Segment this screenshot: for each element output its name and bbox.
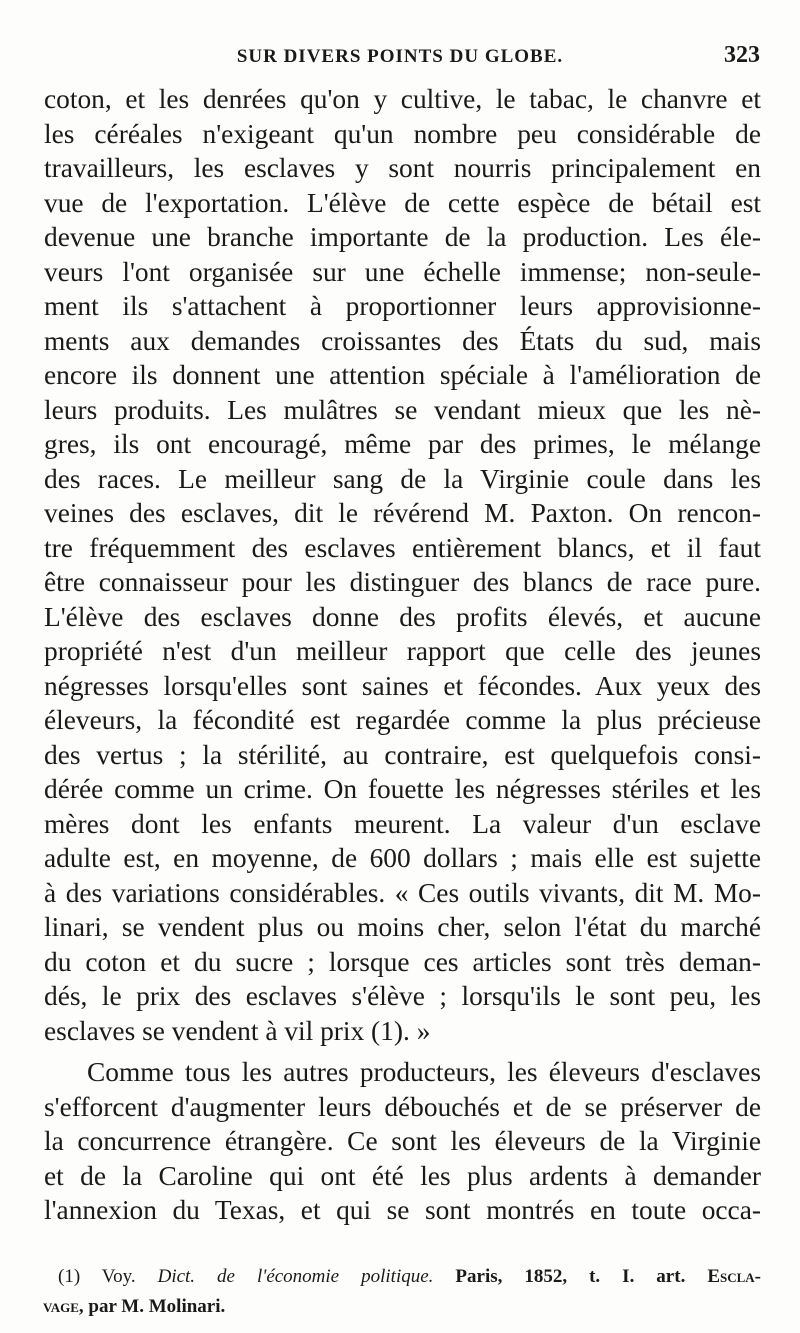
footnote-line — [43, 1292, 761, 1322]
text-line: tre fréquemment des esclaves entièrement blancs, et il faut — [44, 532, 761, 563]
text-line: veurs l'ont organisée sur une échelle immense; non-seule- — [44, 256, 761, 287]
footnote — [43, 1262, 762, 1322]
text-line: dés, le prix des esclaves s'élève ; lorsqu'ils le sont peu, les — [44, 981, 761, 1011]
text-line: éleveurs, la fécondité est regardée comme la plus précieuse — [44, 705, 761, 735]
text-line: la concurrence étrangère. Ce sont les éleveurs de la Virginie — [44, 1126, 761, 1156]
text-line: être connaisseur pour les distinguer des blancs de race pure. — [44, 567, 761, 597]
footnote-marker: (1) Voy. — [58, 1266, 136, 1287]
text-line: esclaves se vendent à vil prix (1). » — [44, 1015, 431, 1046]
text-line: propriété n'est d'un meilleur rapport que celle des jeunes — [44, 636, 761, 666]
text-line: négresses lorsqu'elles sont saines et fécondes. Aux yeux des — [44, 670, 761, 701]
footnote-publication: Paris, 1852, t. I. art. — [455, 1266, 686, 1287]
text-line: dérée comme un crime. On fouette les négresses stériles et les — [44, 774, 761, 804]
footnote-author: par M. Molinari. — [88, 1296, 226, 1317]
text-line: et de la Caroline qui ont été les plus ardents à demander — [44, 1160, 761, 1191]
paragraph-gap — [44, 1048, 761, 1055]
text-line: l'annexion du Texas, et qui se sont montrés en toute occa- — [44, 1195, 761, 1225]
body-text — [44, 82, 761, 1228]
text-line: les céréales n'exigeant qu'un nombre peu considérable de — [44, 118, 761, 149]
text-line: veines des esclaves, dit le révérend M. Paxton. On rencon- — [44, 498, 761, 528]
text-line: coton, et les denrées qu'on y cultive, le tabac, le chanvre et — [44, 84, 761, 114]
text-line: devenue une branche importante de la production. Les éle- — [44, 222, 761, 252]
text-line: adulte est, en moyenne, de 600 dollars ; mais elle est sujette — [44, 843, 761, 873]
running-head: SUR DIVERS POINTS DU GLOBE. — [236, 46, 564, 67]
footnote-line — [58, 1262, 761, 1292]
text-line: du coton et du sucre ; lorsque ces articles sont très deman- — [44, 946, 761, 977]
text-line: L'élève des esclaves donne des profits élevés, et aucune — [44, 601, 761, 632]
text-line: leurs produits. Les mulâtres se vendant mieux que les nè- — [44, 394, 761, 425]
text-line: travailleurs, les esclaves y sont nourris principalement en — [44, 153, 761, 183]
text-line: vue de l'exportation. L'élève de cette espèce de bétail est — [44, 187, 761, 218]
page-number: 323 — [724, 42, 760, 68]
text-line: à des variations considérables. « Ces outils vivants, dit M. Mo- — [44, 877, 761, 908]
text-line: encore ils donnent une attention spéciale à l'amélioration de — [44, 360, 761, 390]
footnote-article-start: Escla- — [707, 1266, 762, 1287]
footnote-article-end: vage, — [43, 1296, 84, 1317]
text-line: des races. Le meilleur sang de la Virginie coule dans les — [44, 463, 761, 494]
footnote-work-title: Dict. de l'économie politique. — [157, 1266, 434, 1287]
page-header — [40, 42, 760, 76]
text-line: s'efforcent d'augmenter leurs débouchés et de se préserver de — [44, 1091, 761, 1122]
text-line: des vertus ; la stérilité, au contraire, est quelquefois consi- — [44, 739, 761, 770]
text-line: ments aux demandes croissantes des États du sud, mais — [44, 325, 761, 356]
text-line: Comme tous les autres producteurs, les éleveurs d'esclaves — [87, 1057, 761, 1087]
text-line: gres, ils ont encouragé, même par des primes, le mélange — [44, 429, 761, 459]
text-line: ment ils s'attachent à proportionner leurs approvisionne- — [44, 291, 761, 321]
text-line: linari, se vendent plus ou moins cher, selon l'état du marché — [44, 912, 761, 942]
text-line: mères dont les enfants meurent. La valeur d'un esclave — [44, 808, 761, 839]
